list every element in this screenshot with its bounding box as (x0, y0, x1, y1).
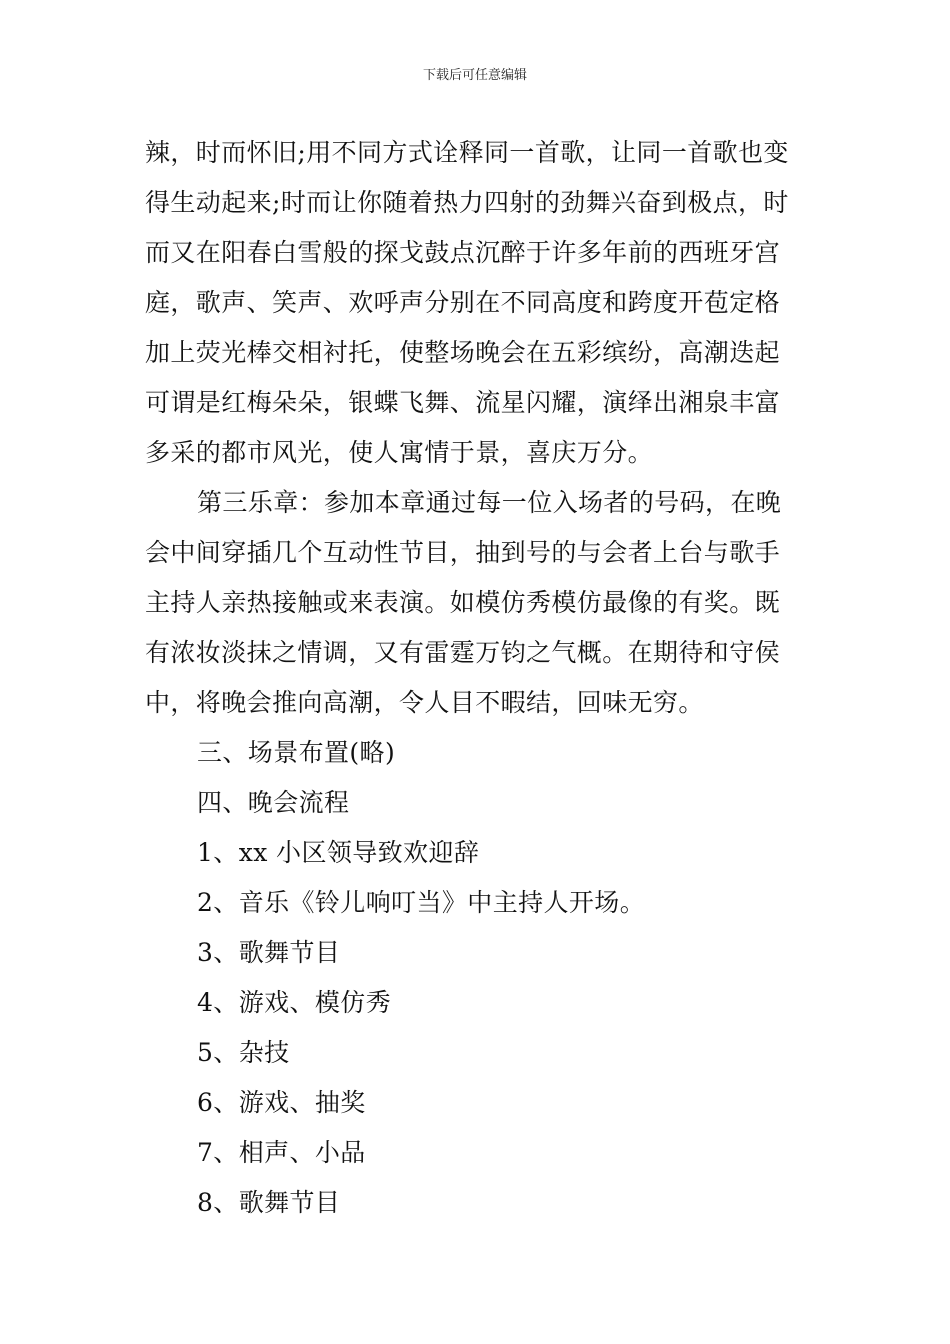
list-item: 3、歌舞节目 (197, 938, 341, 967)
paragraph-line: 会中间穿插几个互动性节目，抽到号的与会者上台与歌手 (145, 538, 781, 567)
paragraph-line: 主持人亲热接触或来表演。如模仿秀模仿最像的有奖。既 (145, 588, 781, 617)
list-item: 6、游戏、抽奖 (197, 1088, 366, 1117)
paragraph-line: 中，将晚会推向高潮，令人目不暇结，回味无穷。 (145, 688, 704, 717)
section-heading: 四、晚会流程 (197, 788, 350, 817)
document-body (145, 128, 810, 1228)
paragraph-line: 第三乐章：参加本章通过每一位入场者的号码，在晚 (197, 488, 782, 517)
section-heading: 三、场景布置(略) (197, 738, 396, 767)
paragraph-line: 而又在阳春白雪般的探戈鼓点沉醉于许多年前的西班牙宫 (145, 238, 781, 267)
list-item: 2、音乐《铃儿响叮当》中主持人开场。 (197, 888, 646, 917)
paragraph-line: 得生动起来;时而让你随着热力四射的劲舞兴奋到极点，时 (145, 188, 789, 217)
page-header: 下载后可任意编辑 (422, 68, 527, 83)
list-item: 1、xx 小区领导致欢迎辞 (197, 838, 480, 867)
paragraph-line: 辣，时而怀旧;用不同方式诠释同一首歌，让同一首歌也变 (145, 138, 789, 167)
list-item: 4、游戏、模仿秀 (197, 988, 392, 1017)
list-item: 8、歌舞节目 (197, 1188, 341, 1217)
paragraph-line: 庭，歌声、笑声、欢呼声分别在不同高度和跨度开苞定格 (145, 288, 781, 317)
paragraph-line: 加上荧光棒交相衬托，使整场晚会在五彩缤纷，高潮迭起 (145, 338, 781, 367)
paragraph-line: 多采的都市风光，使人寓情于景，喜庆万分。 (145, 438, 654, 467)
paragraph-line: 可谓是红梅朵朵，银蝶飞舞、流星闪耀，演绎出湘泉丰富 (145, 388, 781, 417)
list-item: 7、相声、小品 (197, 1138, 366, 1167)
list-item: 5、杂技 (197, 1038, 290, 1067)
paragraph-line: 有浓妆淡抹之情调，又有雷霆万钧之气概。在期待和守侯 (145, 638, 781, 667)
